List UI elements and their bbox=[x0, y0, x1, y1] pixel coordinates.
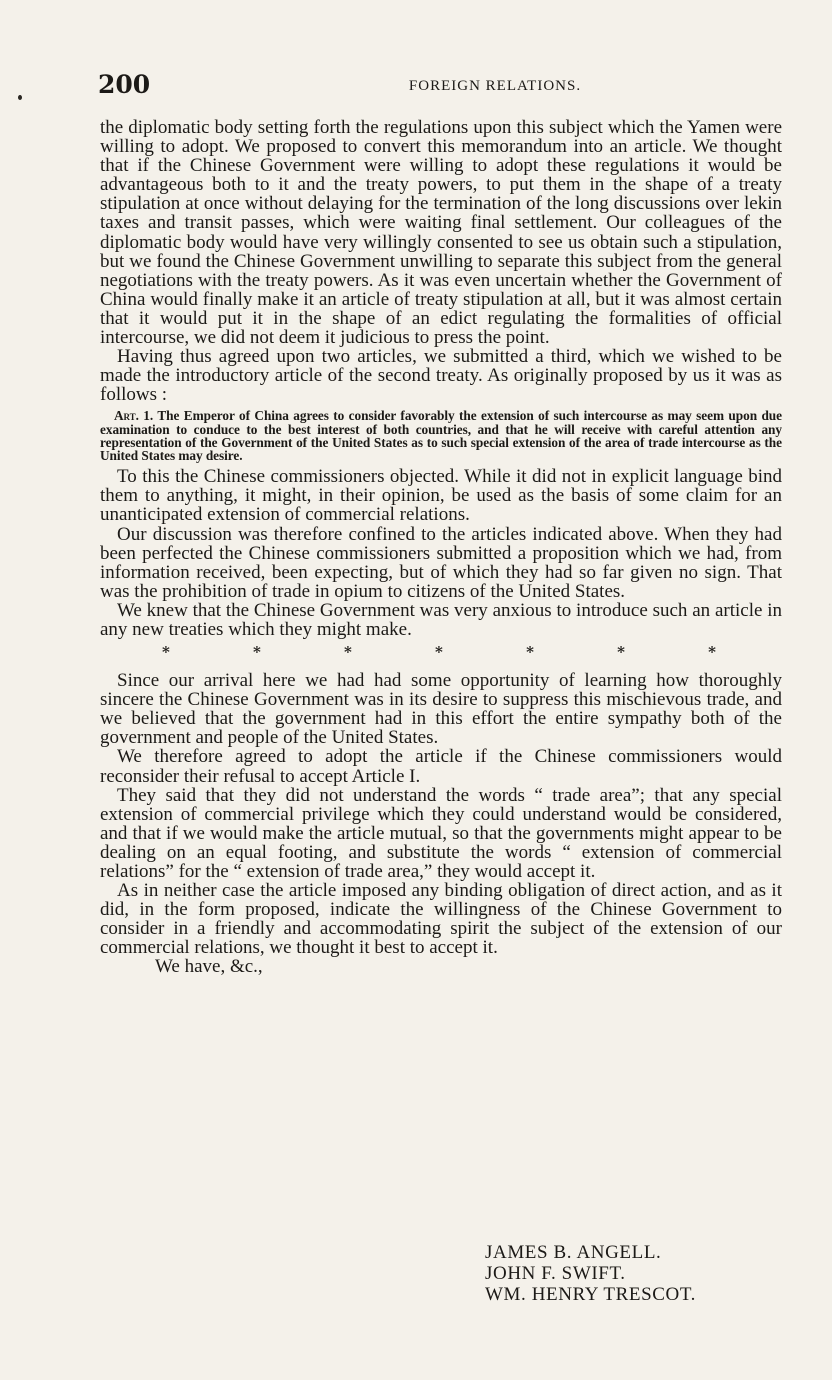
star: * bbox=[435, 643, 443, 662]
signature-block bbox=[485, 1242, 696, 1305]
star: * bbox=[253, 643, 261, 662]
paragraph: To this the Chinese commissioners objected. While it did not in explicit language bind them to anything, it might, in their opinion, be used as the basis of some claim for an unanticipated extension of commercial relations. bbox=[100, 466, 782, 526]
closing-line: We have, &c., bbox=[155, 956, 263, 978]
page-header bbox=[98, 70, 782, 100]
paragraph: Having thus agreed upon two articles, we submitted a third, which we wished to be made the introductory article of the second treaty. As originally proposed by us it was as follows : bbox=[100, 346, 782, 406]
star: * bbox=[526, 643, 534, 662]
paragraph: the diplomatic body setting forth the regulations upon this subject which the Yamen were willing to adopt. We proposed to convert this memorandum into an article. We thought that if the Chinese Government were willing to adopt these regulations it would be advantageous both to it and the treaty powers, to put them in the shape of a treaty stipulation at once without delaying for the termination of the long discussions over lekin taxes and transit passes, which were waiting final settlement. Our colleagues of the diplomatic body would have very willingly consented to see us obtain such a stipulation, but we found the Chinese Government unwilling to separate this subject from the general negotiations with the treaty powers. As it was even uncertain whether the Government of China would finally make it an article of treaty stipulation at all, but it was almost certain that it would put it in the shape of an edict regulating the formalities of official intercourse, we did not deem it judicious to press the point. bbox=[100, 117, 782, 349]
ink-speck bbox=[18, 95, 22, 100]
paragraph: We knew that the Chinese Government was very anxious to introduce such an article in any new treaties which they might make. bbox=[100, 599, 782, 640]
paragraph: We therefore agreed to adopt the article if the Chinese commissioners would reconsider their refusal to accept Article I. bbox=[100, 746, 782, 787]
star: * bbox=[708, 643, 716, 662]
star: * bbox=[344, 643, 352, 662]
quoted-article bbox=[100, 409, 782, 462]
star: * bbox=[617, 643, 625, 662]
paragraph: They said that they did not understand the words “ trade area”; that any special extension of commercial privilege which they could understand would be considered, and that if we would make the article mutual, so that the governments might appear to be dealing on an equal footing, and substitute the words “ extension of commercial relations” for the “ extension of trade area,” they would accept it. bbox=[100, 784, 782, 882]
body-text bbox=[100, 118, 782, 977]
page-number: 200 bbox=[98, 70, 151, 99]
quoted-article-text: The Emperor of China agrees to consider favorably the extension of such intercourse as may seem upon due examination to conduce to the best interest of both countries, and that he will receive with careful attention any representation of the Government of the United States as to such special extension of the area of trade intercourse as the United States may desire. bbox=[100, 408, 782, 464]
paragraph: Since our arrival here we had had some opportunity of learning how thoroughly sincere the Chinese Government was in its desire to suppress this mischievous trade, and we believed that the government had in this effort the entire sympathy both of the government and people of the United States. bbox=[100, 670, 782, 749]
signature: WM. HENRY TRESCOT. bbox=[485, 1284, 697, 1305]
paragraph: Our discussion was therefore confined to the articles indicated above. When they had been perfected the Chinese commissioners submitted a proposition which we had, from information received, been expecting, but of which they had so far given no sign. That was the prohibition of trade in opium to citizens of the United States. bbox=[100, 523, 782, 602]
star: * bbox=[162, 643, 170, 662]
signature: JOHN F. SWIFT. bbox=[485, 1263, 626, 1284]
running-title: FOREIGN RELATIONS. bbox=[408, 78, 582, 94]
quoted-article-label: Art. 1. bbox=[114, 408, 154, 424]
paragraph: As in neither case the article imposed any binding obligation of direct action, and as it did, in the form proposed, indicate the willingness of the Chinese Government to consider in a friendly and accommodating spirit the subject of the extension of our commercial relations, we thought it best to accept it. bbox=[100, 880, 782, 959]
signature: JAMES B. ANGELL. bbox=[485, 1242, 662, 1263]
ellipsis-stars bbox=[100, 639, 782, 671]
